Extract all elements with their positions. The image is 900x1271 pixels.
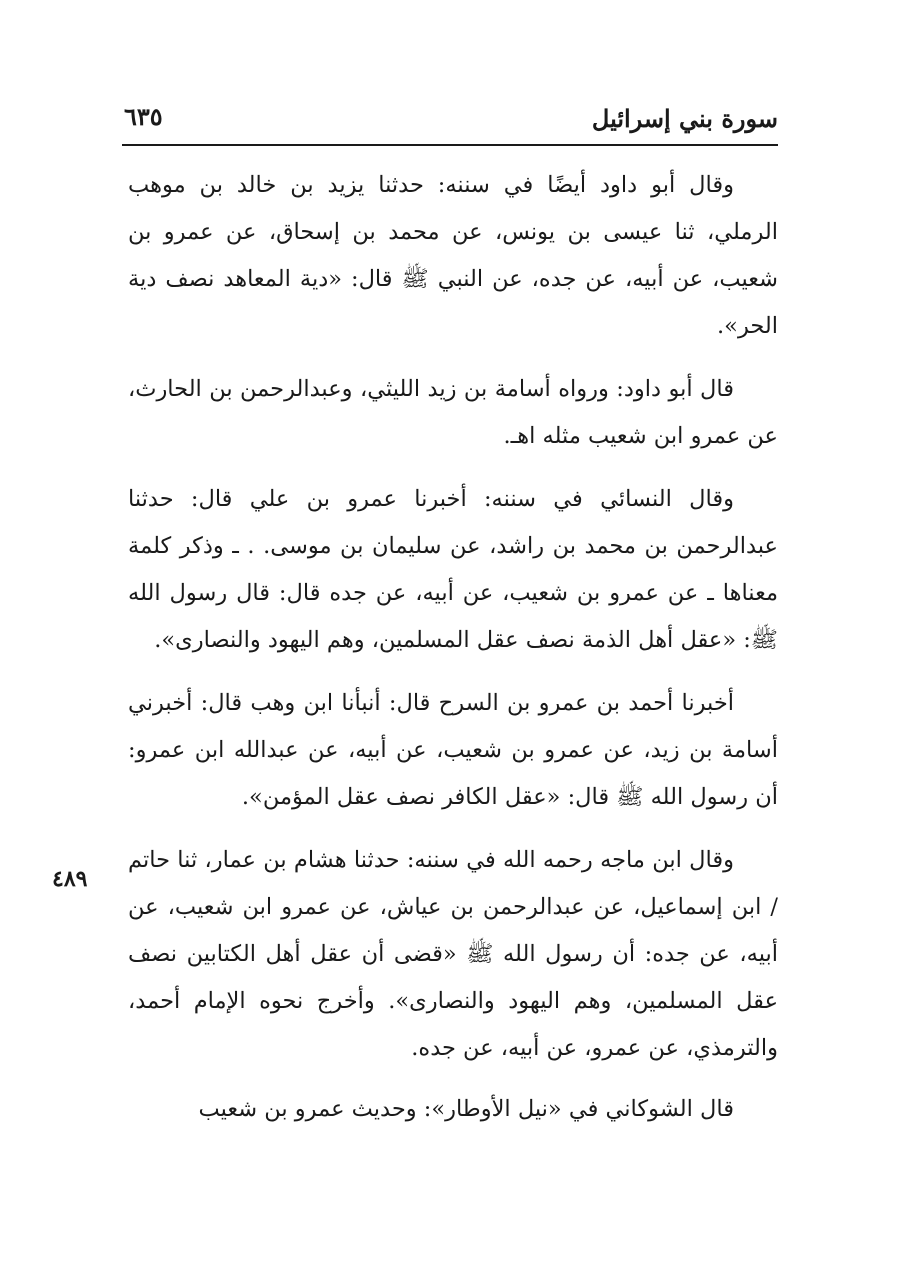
original-page-marker: ٤٨٩ (52, 866, 88, 892)
page-number: ٦٣٥ (124, 102, 163, 131)
paragraph-nasai-second: أخبرنا أحمد بن عمرو بن السرح قال: أنبأنا ابن وهب قال: أخبرني أسامة بن زيد، عن عمرو بن شعيب، عن أبيه، عن عبدالله ابن عمرو: أن رسول الله ﷺ قال: «عقل الكافر نصف عقل المؤمن». (128, 690, 778, 810)
paragraph-abu-dawud: وقال أبو داود أيضًا في سننه: حدثنا يزيد بن خالد بن موهب الرملي، ثنا عيسى بن يونس، عن محمد بن إسحاق، عن عمرو بن شعيب، عن أبيه، عن جده، عن النبي ﷺ قال: «دية المعاهد نصف دية الحر». (128, 172, 778, 339)
paragraph-ibn-majah: وقال ابن ماجه رحمه الله في سننه: حدثنا هشام بن عمار، ثنا حاتم / ابن إسماعيل، عن عبدالرحمن بن عياش، عن عمرو ابن شعيب، عن أبيه، عن جده: أن رسول الله ﷺ «قضى أن عقل أهل الكتابين نصف عقل المسلمين، وهم اليهود والنصارى». وأخرج نحوه الإمام أحمد، والترمذي، عن عمرو، عن أبيه، عن جده. (128, 847, 778, 1061)
paragraph-nasai: وقال النسائي في سننه: أخبرنا عمرو بن علي قال: حدثنا عبدالرحمن بن محمد بن راشد، عن سليمان بن موسى. . ـ وذكر كلمة معناها ـ عن عمرو بن شعيب، عن أبيه، عن جده قال: قال رسول الله ﷺ: «عقل أهل الذمة نصف عقل المسلمين، وهم اليهود والنصارى». (128, 486, 778, 653)
running-header (122, 100, 778, 146)
paragraph-abu-dawud-note: قال أبو داود: ورواه أسامة بن زيد الليثي، وعبدالرحمن بن الحارث، عن عمرو ابن شعيب مثله اهـ. (128, 376, 778, 449)
surah-title: سورة بني إسرائيل (591, 104, 778, 133)
paragraph-shawkani: قال الشوكاني في «نيل الأوطار»: وحديث عمرو بن شعيب (198, 1096, 734, 1122)
main-text (128, 162, 778, 1149)
